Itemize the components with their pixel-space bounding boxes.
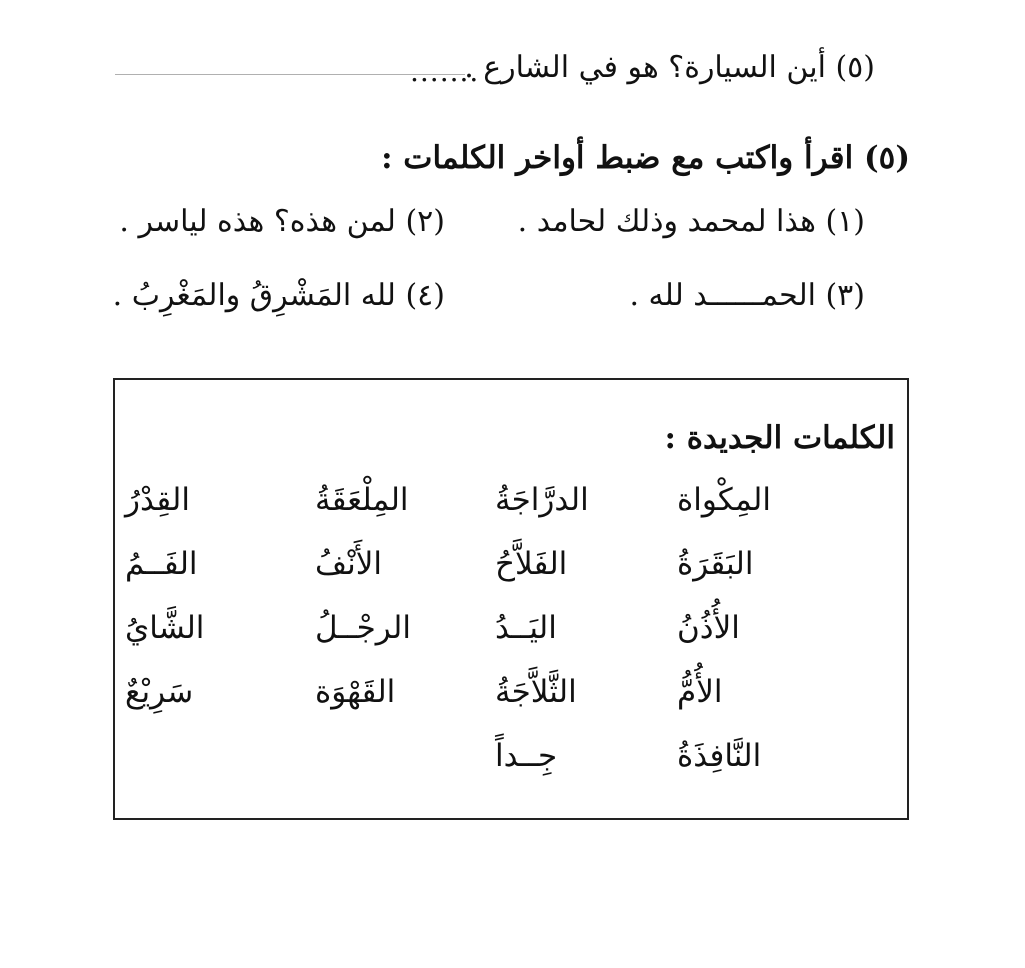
exercise-item-5-prompt: (٥) أين السيارة؟ هو في الشارع .	[464, 50, 875, 85]
word: الأُذُنُ	[677, 610, 740, 646]
sentence-2: (٢) لمن هذه؟ هذه لياسر .	[119, 204, 445, 239]
answer-dots: .......	[410, 55, 480, 88]
word: الفَــمُ	[125, 546, 198, 582]
word-column-3	[315, 480, 455, 736]
word-column-2	[495, 480, 635, 800]
word: الثَّلاَّجَةُ	[495, 674, 577, 710]
word: الأُمُّ	[677, 674, 723, 710]
sentence-1: (١) هذا لمحمد وذلك لحامد .	[517, 204, 865, 239]
exercise-5-heading: (٥) اقرأ واكتب مع ضبط أواخر الكلمات :	[381, 140, 910, 176]
word: اليَــدُ	[495, 610, 557, 646]
word-column-4	[125, 480, 265, 736]
sentence-3: (٣) الحمــــــد لله .	[629, 278, 865, 313]
word: المِكْواة	[677, 482, 771, 518]
word: الدرَّاجَةُ	[495, 482, 589, 518]
word: الرجْــلُ	[315, 610, 411, 646]
word: الأَنْفُ	[315, 546, 383, 582]
word: سَرِيْعٌ	[125, 674, 194, 710]
word: النَّافِذَةُ	[677, 738, 762, 774]
word: جِــداً	[495, 738, 558, 774]
word: الشَّايُ	[125, 610, 205, 646]
word: الفَلاَّحُ	[495, 546, 568, 582]
word-column-1	[677, 480, 817, 800]
new-words-title: الكلمات الجديدة :	[664, 420, 895, 456]
word: المِلْعَقَةُ	[315, 482, 409, 518]
sentence-4: (٤) لله المَشْرِقُ والمَغْرِبُ .	[112, 278, 445, 313]
word: القِدْرُ	[125, 482, 190, 518]
word: القَهْوَة	[315, 674, 396, 710]
word: البَقَرَةُ	[677, 546, 754, 582]
new-words-box	[113, 378, 909, 820]
